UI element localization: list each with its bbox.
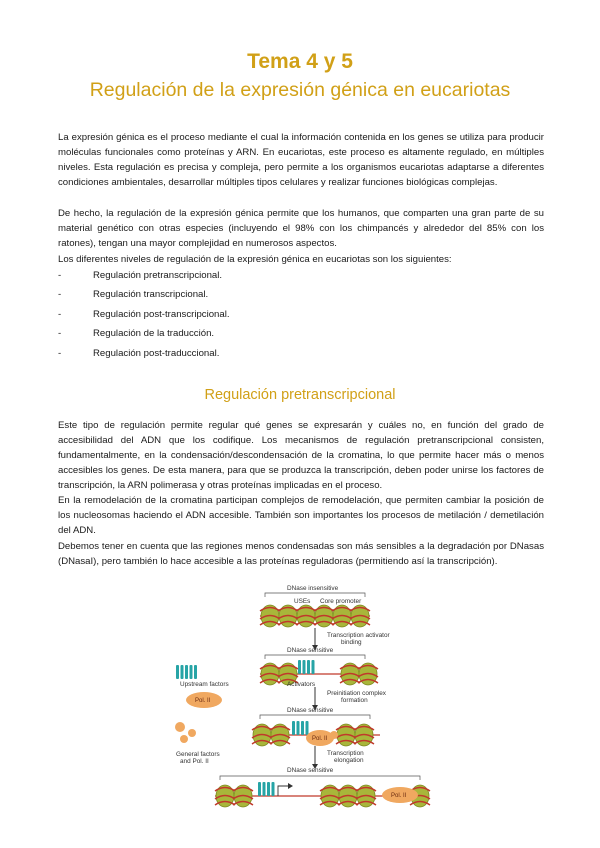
transcription-factor: [307, 660, 310, 674]
section-paragraph-2: En la remodelación de la cromatina participan complejos de remodelación, que permiten cambiar la posición de los nucleosomas haciendo el ADN accesible. También son importantes los procesos de metilación / demetilación del ADN.: [58, 495, 544, 536]
list-item-label: Regulación post-transcripcional.: [93, 308, 230, 320]
section-paragraph-1: Este tipo de regulación permite regular qué genes se expresarán y cuáles no, en función del grado de accesibilidad del ADN que los codifique. Los mecanismos de regulación pretranscripcional consisten, fundamentalmente, en la condensación/descondensación de la cromatina, lo que permite hacer más o menos accesibles los genes. De esta manera, para que se produzca la transcripción, deben poder unirse los factores de transcripción, la ARN polimerasa y otras proteínas implicadas en el proceso.: [58, 420, 544, 491]
label-pol-elongating: Pol. II: [391, 793, 407, 799]
intro-paragraph-3: Los diferentes niveles de regulación de la expresión génica en eucariotas son los siguientes:: [58, 254, 452, 265]
general-factor: [175, 722, 185, 732]
general-factor: [188, 729, 196, 737]
page-title: Tema 4 y 5: [247, 50, 353, 73]
label-pol-free: Pol. II: [195, 698, 211, 704]
list-dash: -: [58, 289, 62, 301]
transcription-factor: [263, 782, 266, 796]
list-item: [58, 309, 230, 328]
region-bracket: [260, 715, 370, 719]
transcription-start-arrow-head: [288, 783, 293, 789]
list-item: [58, 348, 230, 367]
page-subtitle: Regulación de la expresión génica en eucariotas: [89, 79, 511, 101]
list-dash: -: [58, 270, 62, 281]
list-item: [58, 270, 230, 289]
transcription-factor: [298, 660, 301, 674]
label-step-activator-binding: Transcription activator: [327, 632, 390, 639]
list-item-label: Regulación pretranscripcional.: [93, 270, 223, 281]
region-bracket: [220, 776, 420, 780]
label-step-elongation: Transcription: [327, 750, 364, 757]
transcription-factor: [312, 660, 315, 674]
label-dnase-sensitive-3: DNase sensitive: [287, 767, 334, 774]
transcription-factor: [303, 660, 306, 674]
section-paragraph-3: Debemos tener en cuenta que las regiones menos condensadas son más sensibles a la degradación por DNasas (DNasaI), pero también lo hace accesible a las proteínas reguladoras (permitiendo así la transcripción).: [58, 541, 544, 567]
transcription-factor: [258, 782, 261, 796]
transcription-factor: [301, 721, 304, 735]
list-item: [58, 289, 230, 308]
list-dash: -: [58, 328, 62, 340]
label-general-factors: General factors: [176, 751, 220, 758]
transcription-factor: [194, 665, 197, 679]
label-general-factors-2: and Pol. II: [180, 758, 209, 765]
label-upstream-factors: Upstream factors: [180, 681, 229, 688]
transcription-factor: [297, 721, 300, 735]
regulation-levels-list: [58, 270, 230, 367]
chromatin-remodeling-diagram: [170, 583, 450, 845]
label-step-activator-binding-2: binding: [341, 639, 362, 646]
list-dash: -: [58, 308, 62, 320]
general-factor: [180, 735, 188, 743]
label-step-preinitiation: Preinitiation complex: [327, 690, 386, 697]
section-heading: Regulación pretranscripcional: [204, 387, 396, 403]
label-step-elongation-2: elongation: [334, 757, 364, 764]
label-core-promoter: Core promoter: [320, 598, 362, 605]
list-dash: -: [58, 347, 62, 359]
intro-paragraph-2: De hecho, la regulación de la expresión génica permite que los humanos, que comparten una gran parte de su material genético con otras especies (incluyendo el 98% con los chimpancés y alrededor del 85% con los ratones), tengan una mayor complejidad en numerosos aspectos.: [58, 208, 544, 249]
transcription-factor: [185, 665, 188, 679]
label-activators: Activators: [287, 681, 316, 688]
label-dnase-insensitive: DNase insensitive: [287, 585, 339, 592]
region-bracket: [265, 655, 365, 659]
transcription-factor: [176, 665, 179, 679]
label-dnase-sensitive-1: DNase sensitive: [287, 647, 334, 654]
transcription-factor: [272, 782, 275, 796]
label-uses: USEs: [294, 598, 311, 605]
transcription-factor: [190, 665, 193, 679]
list-item-label: Regulación post-traduccional.: [93, 347, 220, 359]
transcription-factor: [306, 721, 309, 735]
label-dnase-sensitive-2: DNase sensitive: [287, 707, 334, 714]
transcription-factor: [181, 665, 184, 679]
label-pol-bound: Pol. II: [312, 736, 328, 742]
list-item-label: Regulación de la traducción.: [93, 328, 215, 340]
transcription-factor: [267, 782, 270, 796]
transcription-factor: [292, 721, 295, 735]
list-item-label: Regulación transcripcional.: [93, 289, 209, 301]
intro-paragraph-1: La expresión génica es el proceso mediante el cual la información contenida en los genes se utiliza para producir moléculas funcionales como proteínas y ARN. En eucariotas, este proceso es altamente regulado, en múltiples niveles. Esta regulación es precisa y compleja, pero permite a los organismos eucariotas adaptarse a diferentes condiciones ambientales, desarrollar múltiples tipos celulares y realizar funciones biológicas complejas.: [58, 132, 544, 188]
list-item: [58, 328, 230, 347]
label-step-preinitiation-2: formation: [341, 697, 368, 704]
region-bracket: [265, 593, 365, 597]
